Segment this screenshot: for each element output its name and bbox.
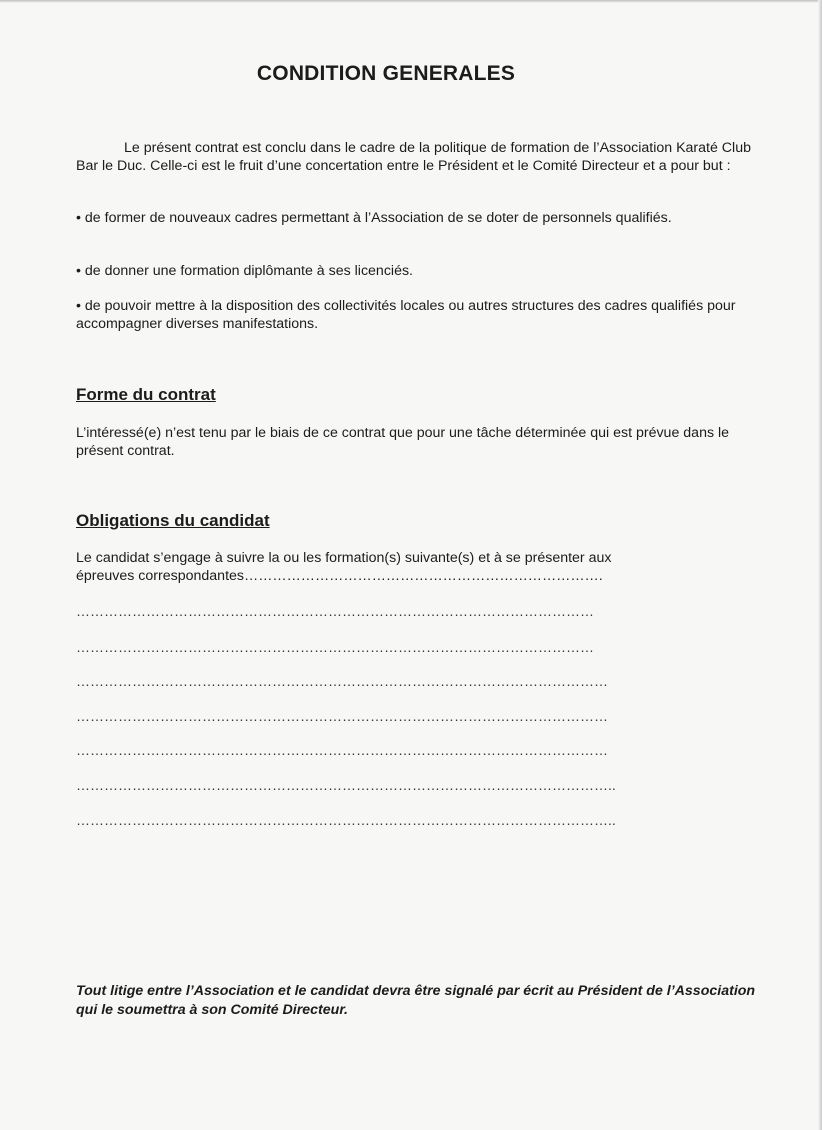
fill-line: …………………………………………………………………………………………………… bbox=[76, 742, 608, 758]
bullet-item-2: • de donner une formation diplômante à ses licenciés. bbox=[76, 263, 413, 279]
forme-paragraph: L’intéressé(e) n’est tenu par le biais de ce contrat que pour une tâche déterminée qui est prévue dans le présent contrat. bbox=[76, 425, 730, 459]
intro-paragraph: Le présent contrat est conclu dans le cadre de la politique de formation de l’Association Karaté Club Bar le Duc. Celle-ci est le fruit d’une concertation entre le Président et le Comité Directeur et a pour but : bbox=[76, 140, 751, 174]
fill-line: …………………………………………………………………………………………………….. bbox=[76, 812, 616, 828]
page-title: CONDITION GENERALES bbox=[256, 62, 516, 85]
obligations-text-line-1: Le candidat s’engage à suivre la ou les formation(s) suivante(s) et à se présenter aux bbox=[76, 550, 612, 566]
section-heading-obligations: Obligations du candidat bbox=[76, 511, 270, 530]
obligations-text-label: épreuves correspondantes bbox=[76, 568, 244, 584]
section-heading-forme: Forme du contrat bbox=[76, 385, 216, 404]
fill-line-first: …………………………………………………………………. bbox=[244, 568, 603, 584]
fill-line: …………………………………………………………………………………………………… bbox=[76, 673, 608, 689]
fill-line: …………………………………………………………………………………………………….. bbox=[76, 777, 616, 793]
bullet-item-3: • de pouvoir mettre à la disposition des collectivités locales ou autres structures des cadres qualifiés pour accompagner diverses manifestations. bbox=[76, 298, 736, 332]
fill-line: ………………………………………………………………………………………………… bbox=[76, 603, 594, 619]
fill-line: ………………………………………………………………………………………………… bbox=[76, 639, 594, 655]
page-right-edge bbox=[818, 0, 822, 1130]
fill-line: …………………………………………………………………………………………………… bbox=[76, 708, 608, 724]
page-top-edge bbox=[0, 0, 822, 3]
bullet-item-1: • de former de nouveaux cadres permettant à l’Association de se doter de personnels qualifiés. bbox=[76, 210, 672, 226]
obligations-text-line-2 bbox=[76, 568, 686, 586]
footer-note: Tout litige entre l’Association et le candidat devra être signalé par écrit au Président de l’Association qui le soumettra à son Comité Directeur. bbox=[76, 983, 756, 1018]
